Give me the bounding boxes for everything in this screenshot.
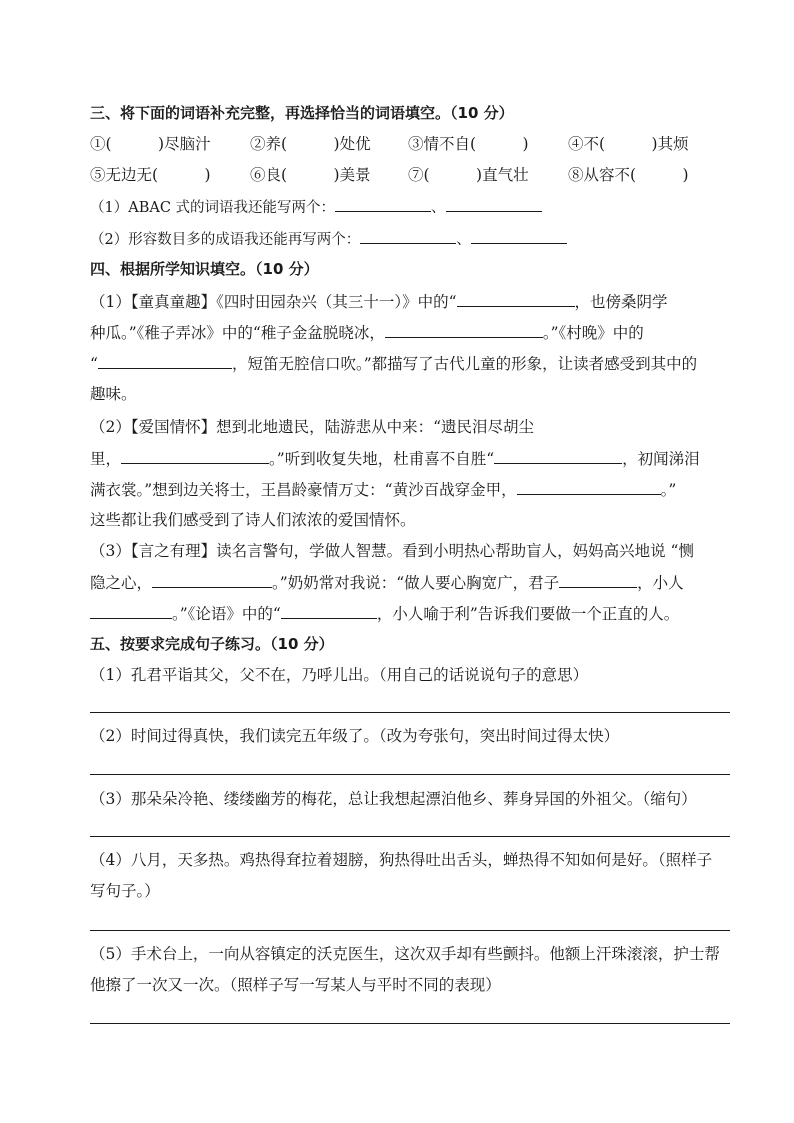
answer-blank[interactable] bbox=[90, 602, 172, 619]
word-item-6: ⑥良( )美景 bbox=[250, 166, 371, 184]
answer-blank[interactable] bbox=[335, 195, 431, 212]
section5-question-2: （2）时间过得真快，我们读完五年级了。（改为夸张句，突出时间过得太快） bbox=[90, 727, 620, 745]
section4-p1-line1 bbox=[90, 290, 668, 313]
text: 隐之心， bbox=[90, 574, 153, 592]
section4-p2-line4: 这些都让我们感受到了诗人们浓浓的爱国情怀。 bbox=[90, 511, 416, 529]
answer-line[interactable] bbox=[90, 1023, 730, 1024]
text: ，初闻涕泪 bbox=[622, 450, 700, 468]
section5-question-4-line2: 写句子。） bbox=[90, 882, 160, 900]
section4-p3-line1: （3）【言之有理】读名言警句，学做人智慧。看到小明热心帮助盲人，妈妈高兴地说 “恻 bbox=[90, 542, 694, 560]
separator: 、 bbox=[431, 200, 446, 216]
answer-blank[interactable] bbox=[360, 227, 456, 244]
word-item-4: ④不( )其烦 bbox=[568, 135, 689, 153]
section3-question-2 bbox=[90, 227, 567, 251]
answer-line[interactable] bbox=[90, 836, 730, 837]
answer-line[interactable] bbox=[90, 712, 730, 713]
text: ，小人喻于利”告诉我们要做一个正直的人。 bbox=[376, 605, 680, 623]
section4-p2-line1: （2）【爱国情怀】想到北地遗民，陆游悲从中来：“遗民泪尽胡尘 bbox=[90, 418, 535, 436]
answer-blank[interactable] bbox=[471, 227, 567, 244]
section5-question-3: （3）那朵朵冷艳、缕缕幽芳的梅花，总让我想起漂泊他乡、葬身异国的外祖父。（缩句） bbox=[90, 790, 697, 808]
text: 种瓜。”《稚子弄冰》中的“稚子金盆脱晓冰， bbox=[90, 324, 385, 342]
answer-blank[interactable] bbox=[494, 447, 622, 464]
text: （1）【童真童趣】《四时田园杂兴（其三十一）》中的“ bbox=[90, 293, 457, 311]
answer-blank[interactable] bbox=[152, 571, 272, 588]
text: “ bbox=[90, 355, 98, 373]
separator: 、 bbox=[456, 232, 471, 248]
section4-p1-line3 bbox=[90, 352, 697, 375]
text: ，短笛无腔信口吹。”都描写了古代儿童的形象，让读者感受到其中的 bbox=[231, 355, 698, 373]
word-item-7: ⑦( )直气壮 bbox=[408, 166, 529, 184]
answer-blank[interactable] bbox=[121, 447, 269, 464]
text: 。”《村晚》中的 bbox=[542, 324, 644, 342]
answer-blank[interactable] bbox=[281, 602, 377, 619]
section5-question-1: （1）孔君平诣其父，父不在，乃呼儿出。（用自己的话说说句子的意思） bbox=[90, 666, 589, 684]
text: 。”听到收复失地，杜甫喜不自胜“ bbox=[269, 450, 495, 468]
answer-blank[interactable] bbox=[385, 321, 543, 338]
word-item-5: ⑤无边无( ) bbox=[90, 166, 211, 184]
answer-blank[interactable] bbox=[98, 352, 232, 369]
section5-question-4-line1: （4）八月，天多热。鸡热得耷拉着翅膀，狗热得吐出舌头，蝉热得不知如何是好。（照样子 bbox=[90, 851, 713, 869]
section5-question-5-line2: 他擦了一次又一次。（照样子写一写某人与平时不同的表现） bbox=[90, 976, 501, 994]
word-item-3: ③情不自( ) bbox=[408, 135, 529, 153]
question-text: （1）ABAC 式的词语我还能写两个： bbox=[90, 200, 336, 216]
section3-question-1 bbox=[90, 195, 542, 219]
text: 满衣裳。”想到边关将士，王昌龄豪情万丈：“黄沙百战穿金甲， bbox=[90, 481, 517, 499]
answer-line[interactable] bbox=[90, 930, 730, 931]
answer-blank[interactable] bbox=[517, 478, 661, 495]
answer-blank[interactable] bbox=[457, 290, 575, 307]
answer-blank[interactable] bbox=[446, 195, 542, 212]
section4-p1-line2 bbox=[90, 321, 644, 344]
section4-p2-line3 bbox=[90, 478, 676, 501]
section4-p2-line2 bbox=[90, 447, 700, 470]
text: ，小人 bbox=[637, 574, 684, 592]
answer-line[interactable] bbox=[90, 774, 730, 775]
section5-heading: 五、按要求完成句子练习。（10 分） bbox=[90, 635, 334, 653]
word-item-1: ①( )尽脑汁 bbox=[90, 135, 211, 153]
text: 。”《论语》中的“ bbox=[172, 605, 281, 623]
answer-blank[interactable] bbox=[559, 571, 637, 588]
section5-question-5-line1: （5）手术台上，一向从容镇定的沃克医生，这次双手却有些颤抖。他额上汗珠滚滚，护士帮 bbox=[90, 945, 720, 963]
text: 里， bbox=[90, 450, 122, 468]
section4-heading: 四、根据所学知识填空。（10 分） bbox=[90, 260, 319, 278]
section4-p1-line4: 趣味。 bbox=[90, 385, 137, 403]
section3-heading: 三、将下面的词语补充完整，再选择恰当的词语填空。（10 分） bbox=[90, 104, 514, 122]
word-item-8: ⑧从容不( ) bbox=[568, 166, 689, 184]
text: 。”奶奶常对我说：“做人要心胸宽广，君子 bbox=[272, 574, 560, 592]
section4-p3-line3 bbox=[90, 602, 679, 625]
text: 。” bbox=[660, 481, 677, 499]
question-text: （2）形容数目多的成语我还能再写两个： bbox=[90, 232, 361, 248]
text: ，也傍桑阴学 bbox=[574, 293, 668, 311]
section4-p3-line2 bbox=[90, 571, 684, 594]
word-item-2: ②养( )处优 bbox=[250, 135, 371, 153]
